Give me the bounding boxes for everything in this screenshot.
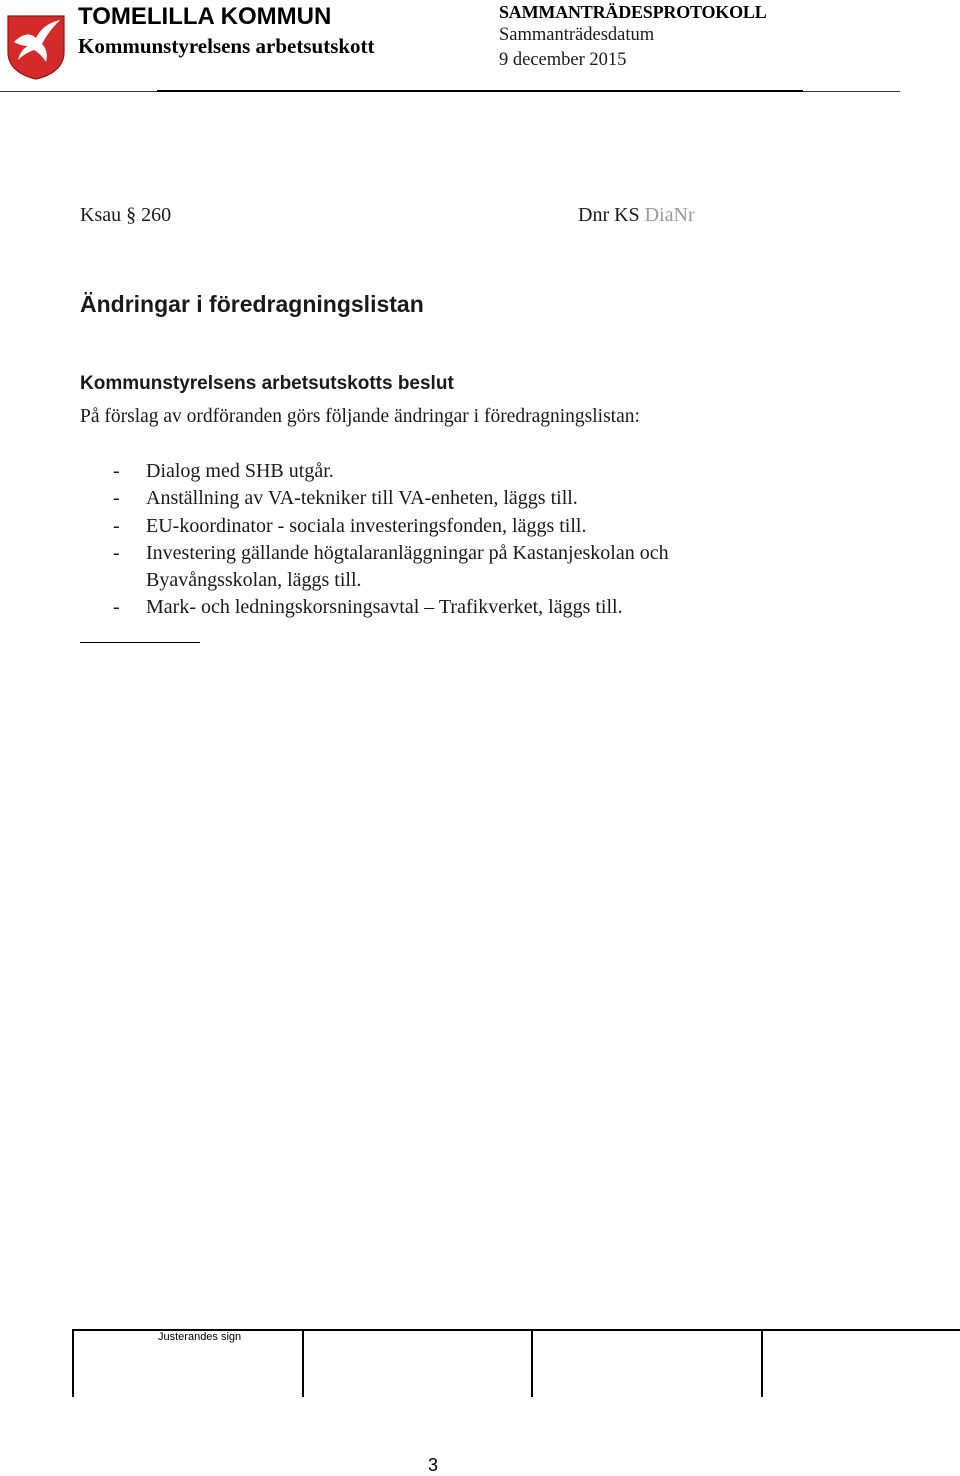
signature-cell-divider — [531, 1331, 533, 1397]
end-rule — [80, 642, 200, 643]
bullet-dash: - — [113, 541, 120, 564]
bullet-dash: - — [113, 596, 120, 619]
diary-number-prefix: Dnr KS — [578, 204, 640, 226]
coat-of-arms-logo — [6, 12, 66, 80]
list-item: - Anställning av VA-tekniker till VA-enheten, läggs till. — [80, 485, 800, 512]
page-number: 3 — [428, 1455, 439, 1475]
list-item: - Investering gällande högtalaranläggningar på Kastanjeskolan och Byavångsskolan, läggs till. — [113, 541, 669, 592]
list-item: - Dialog med SHB utgår. — [80, 458, 800, 485]
coat-of-arms-bird-icon — [6, 12, 66, 80]
signature-cell-divider — [302, 1331, 304, 1397]
signature-label: Justerandes sign — [158, 1331, 242, 1343]
municipality-name: TOMELILLA KOMMUN — [78, 3, 332, 30]
diary-number — [578, 204, 695, 227]
page-title: Ändringar i föredragningslistan — [80, 291, 424, 317]
decision-heading: Kommunstyrelsens arbetsutskotts beslut — [80, 373, 454, 394]
signature-cell-divider — [72, 1331, 74, 1397]
list-item: - EU-koordinator - sociala investeringsfonden, läggs till. — [80, 513, 800, 540]
change-list — [80, 458, 800, 622]
decision-intro: På förslag av ordföranden görs följande ändringar i föredragningslistan: — [80, 406, 640, 427]
header-divider-thick — [157, 90, 803, 92]
list-item: - Mark- och ledningskorsningsavtal – Trafikverket, läggs till. — [80, 594, 800, 621]
meeting-date: 9 december 2015 — [499, 50, 627, 70]
document-type: SAMMANTRÄDESPROTOKOLL — [499, 2, 767, 22]
signature-cell-divider — [761, 1331, 763, 1397]
diary-number-placeholder: DiaNr — [644, 204, 695, 226]
bullet-dash: - — [113, 460, 120, 482]
bullet-dash: - — [113, 487, 120, 510]
case-reference: Ksau § 260 — [80, 204, 172, 226]
committee-name: Kommunstyrelsens arbetsutskott — [78, 34, 375, 58]
bullet-dash: - — [113, 514, 120, 537]
meeting-date-label: Sammanträdesdatum — [499, 25, 655, 45]
